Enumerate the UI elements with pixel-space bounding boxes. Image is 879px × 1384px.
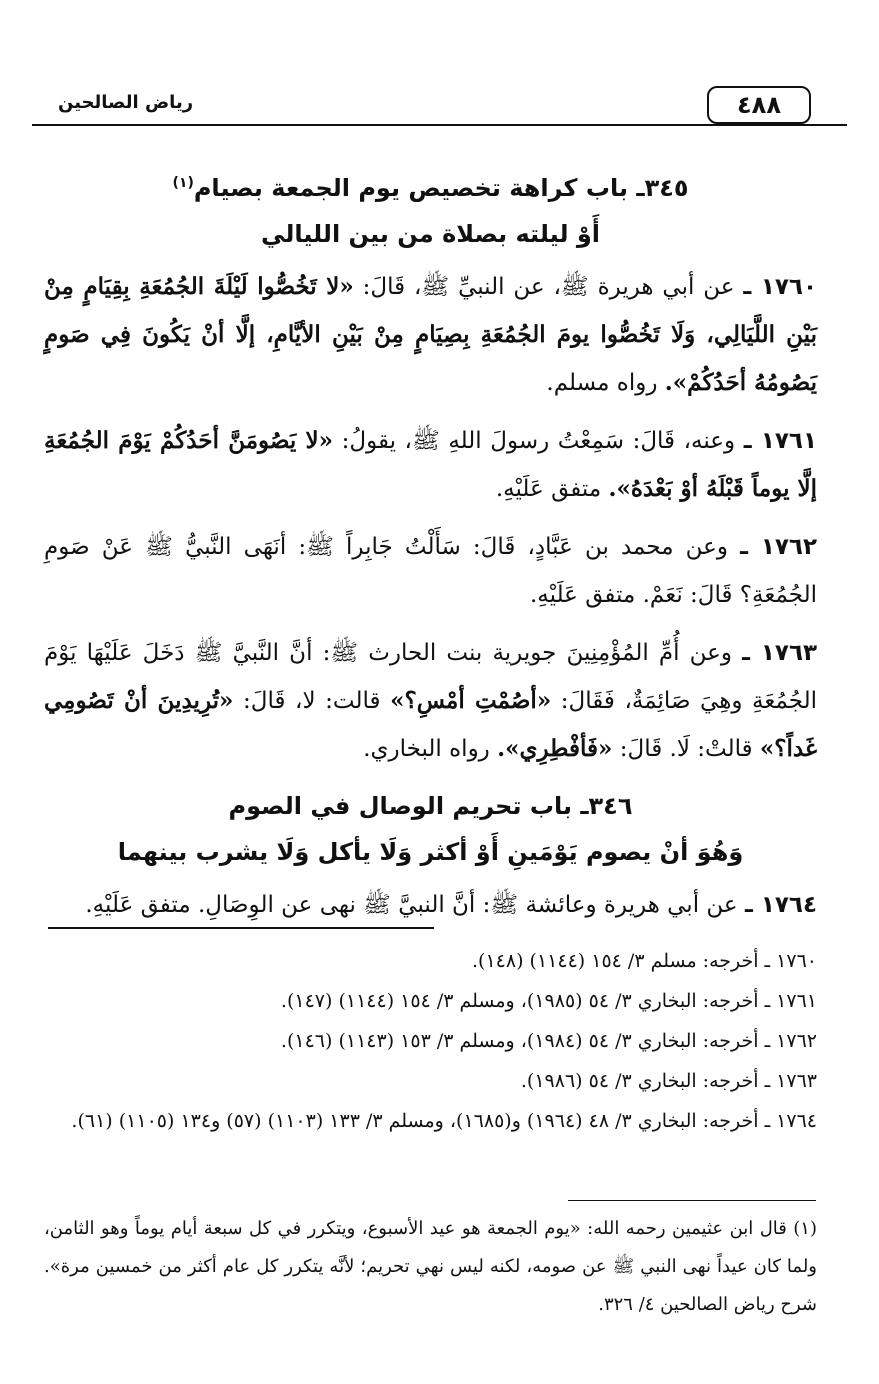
hadith-source: متفق عَلَيْهِ.: [529, 582, 636, 608]
running-title: رياض الصالحين: [58, 92, 194, 113]
hadith-1762: [44, 523, 817, 619]
heading-text: ٣٤٥ـ باب كراهة تخصيص يوم الجمعة بصيام: [193, 174, 689, 202]
hadith-source: رواه مسلم.: [546, 370, 658, 396]
hadith-quote-3: «فَأفْطِرِي».: [497, 735, 613, 762]
header-divider: [32, 124, 847, 126]
hadith-1761: [44, 417, 817, 513]
footnote-marker: (١): [172, 175, 194, 191]
hadith-number: ١٧٦٠ ـ: [743, 274, 817, 300]
chapter-subheading-345: أَوْ ليلته بصلاة من بين الليالي: [261, 220, 600, 248]
reference-1761: ١٧٦١ ـ أخرجه: البخاري ٣/ ٥٤ (١٩٨٥)، ومسلم ٣/ ١٥٤ (١١٤٤) (١٤٧).: [280, 990, 817, 1012]
takhrij-references: [44, 942, 817, 1142]
hadith-source: متفق عَلَيْهِ.: [85, 892, 191, 918]
hadith-intro: وعنه، قَالَ: سَمِعْتُ رسولَ اللهِ ﷺ، يقولُ:: [341, 428, 736, 454]
chapter-heading-346: ٣٤٦ـ باب تحريم الوصال في الصوم: [228, 792, 633, 820]
reference-1764: ١٧٦٤ ـ أخرجه: البخاري ٣/ ٤٨ (١٩٦٤) و(١٦٨٥)، ومسلم ٣/ ١٣٣ (١١٠٣) (٥٧) و١٣٤ (١١٠٥) (٦١).: [71, 1110, 817, 1132]
main-text: [44, 160, 817, 939]
hadith-number: ١٧٦٣ ـ: [742, 640, 818, 666]
reference-1762: ١٧٦٢ ـ أخرجه: البخاري ٣/ ٥٤ (١٩٨٤)، ومسلم ٣/ ١٥٣ (١١٤٣) (١٤٦).: [280, 1030, 817, 1052]
footnote-divider: [568, 1200, 816, 1201]
hadith-quote-1: «أصُمْتِ أمْسِ؟»: [390, 687, 552, 714]
page-number: ٤٨٨: [707, 86, 811, 124]
chapter-subheading-346: وَهُوَ أنْ يصوم يَوْمَينِ أَوْ أكثر وَلَا يأكل وَلَا يشرب بينهما: [117, 838, 744, 866]
hadith-source: متفق عَلَيْهِ.: [495, 476, 602, 502]
chapter-heading-345: [44, 160, 817, 211]
hadith-number: ١٧٦٤ ـ: [744, 892, 817, 918]
hadith-source: رواه البخاري.: [363, 736, 490, 762]
hadith-number: ١٧٦٢ ـ: [740, 534, 817, 560]
hadith-mid-1: قالت: لا، قَالَ:: [243, 688, 381, 714]
hadith-quote-2: «تُرِيدِينَ أنْ تَصُومِي غَداً؟»: [44, 687, 817, 762]
hadith-1763: [44, 629, 817, 773]
references-divider: [48, 927, 434, 929]
reference-1760: ١٧٦٠ ـ أخرجه: مسلم ٣/ ١٥٤ (١١٤٤) (١٤٨).: [472, 950, 817, 972]
hadith-text: عن أبي هريرة وعائشة ﷺ: أنَّ النبيَّ ﷺ نهى عن الوِصَالِ.: [198, 892, 738, 918]
hadith-intro: عن أبي هريرة ﷺ، عن النبيِّ ﷺ، قَالَ:: [362, 274, 735, 300]
hadith-mid-2: قالتْ: لَا. قَالَ:: [619, 736, 753, 762]
hadith-number: ١٧٦١ ـ: [743, 428, 818, 454]
hadith-1764: [44, 881, 817, 929]
hadith-1760: [44, 263, 817, 407]
reference-1763: ١٧٦٣ ـ أخرجه: البخاري ٣/ ٥٤ (١٩٨٦).: [520, 1070, 817, 1092]
hadith-intro: وعن أُمِّ المُؤْمِنِينَ جويرية بنت الحارث ﷺ: أنَّ النَّبيَّ ﷺ دَخَلَ عَلَيْهَا يَوْمَ الجُمُعَةِ وهِيَ صَائِمَةٌ، فَقَالَ:: [44, 640, 818, 714]
hadith-text: «لا يَصُومَنَّ أحَدُكُمْ يَوْمَ الجُمُعَةِ إلَّا يوماً قَبْلَهُ أوْ بَعْدَهُ».: [44, 427, 817, 502]
hadith-text: «لا تَخُصُّوا لَيْلَةَ الجُمُعَةِ بِقِيَامٍ مِنْ بَيْنِ اللَّيَالِي، وَلَا تَخُصُّوا يومَ الجُمُعَةِ بِصِيَامٍ مِنْ بَيْنِ الأيَّامِ، إلَّا أنْ يَكُونَ فِي صَومٍ يَصُومُهُ أحَدُكُمْ».: [44, 273, 817, 396]
page-header: [40, 86, 839, 122]
hadith-text: وعن محمد بن عَبَّادٍ، قَالَ: سَأَلْتُ جَابِراً ﷺ: أنَهَى النَّبيُّ ﷺ عَنْ صَومِ الجُمُعَةِ؟ قَالَ: نَعَمْ.: [44, 534, 817, 608]
footnote-1: (١) قال ابن عثيمين رحمه الله: «يوم الجمعة هو عيد الأسبوع، ويتكرر في كل سبعة أيام يوماً وهو الثامن، ولما كان عيداً نهى النبي ﷺ عن صومه، لكنه ليس نهي تحريم؛ لأنَّه يتكرر كل عام أكثر من خمسين مرة». شرح رياض الصالحين ٤/ ٣٢٦.: [44, 1218, 817, 1315]
